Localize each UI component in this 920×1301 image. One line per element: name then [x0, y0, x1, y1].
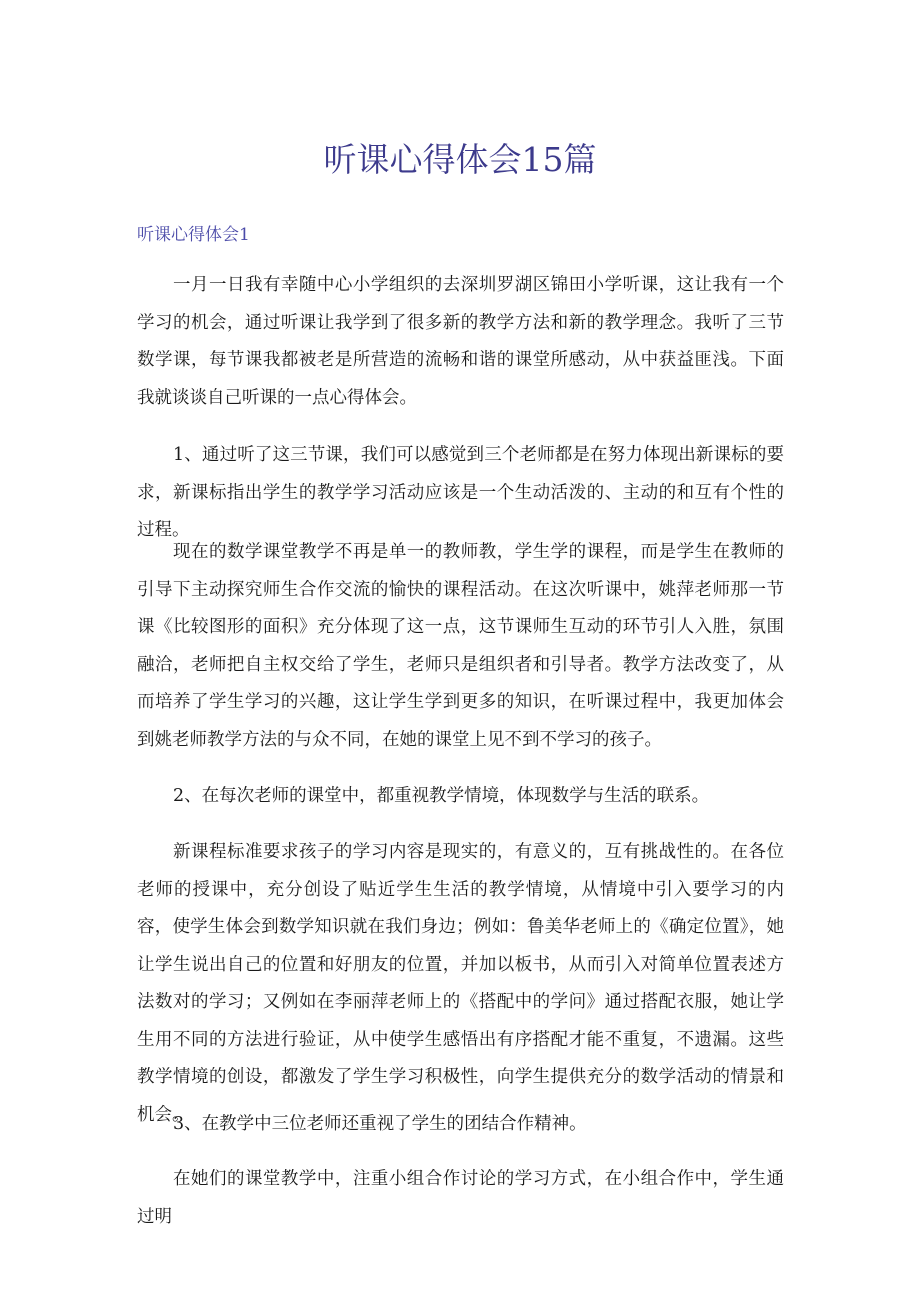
paragraph: 3、在教学中三位老师还重视了学生的团结合作精神。 [173, 1114, 587, 1134]
paragraph: 2、在每次老师的课堂中，都重视教学情境，体现数学与生活的联系。 [173, 786, 710, 806]
paragraph: 在她们的课堂教学中，注重小组合作讨论的学习方式，在小组合作中，学生通过明 [137, 1169, 784, 1227]
paragraph: 新课程标准要求孩子的学习内容是现实的，有意义的，互有挑战性的。在各位老师的授课中，充分创设了贴近学生生活的教学情境，从情境中引入要学习的内容，使学生体会到数学知识就在我们身边；例如：鲁美华老师上的《确定位置》，她让学生说出自己的位置和好朋友的位置，并加以板书，从而引入对简单位置表述方法数对的学习；又例如在李丽萍老师上的《搭配中的学问》通过搭配衣服，她让学生用不同的方法进行验证，从中使学生感悟出有序搭配才能不重复，不遗漏。这些教学情境的创设，都激发了学生学习积极性，向学生提供充分的数学活动的情景和机会。 [137, 842, 784, 1125]
paragraph: 一月一日我有幸随中心小学组织的去深圳罗湖区锦田小学听课，这让我有一个学习的机会，通过听课让我学到了很多新的教学方法和新的教学理念。我听了三节数学课，每节课我都被老是所营造的流畅和谐的课堂所感动，从中获益匪浅。下面我就谈谈自己听课的一点心得体会。 [137, 275, 784, 408]
section-heading: 听课心得体会1 [137, 225, 250, 245]
paragraph: 1、通过听了这三节课，我们可以感觉到三个老师都是在努力体现出新课标的要求，新课标指出学生的教学学习活动应该是一个生动活泼的、主动的和互有个性的过程。 [137, 445, 784, 540]
page-title: 听课心得体会15篇 [323, 140, 597, 179]
paragraph: 现在的数学课堂教学不再是单一的教师教，学生学的课程，而是学生在教师的引导下主动探究师生合作交流的愉快的课程活动。在这次听课中，姚萍老师那一节课《比较图形的面积》充分体现了这一点，这节课师生互动的环节引人入胜，氛围融洽，老师把自主权交给了学生，老师只是组织者和引导者。教学方法改变了，从而培养了学生学习的兴趣，这让学生学到更多的知识，在听课过程中，我更加体会到姚老师教学方法的与众不同，在她的课堂上见不到不学习的孩子。 [137, 542, 784, 750]
